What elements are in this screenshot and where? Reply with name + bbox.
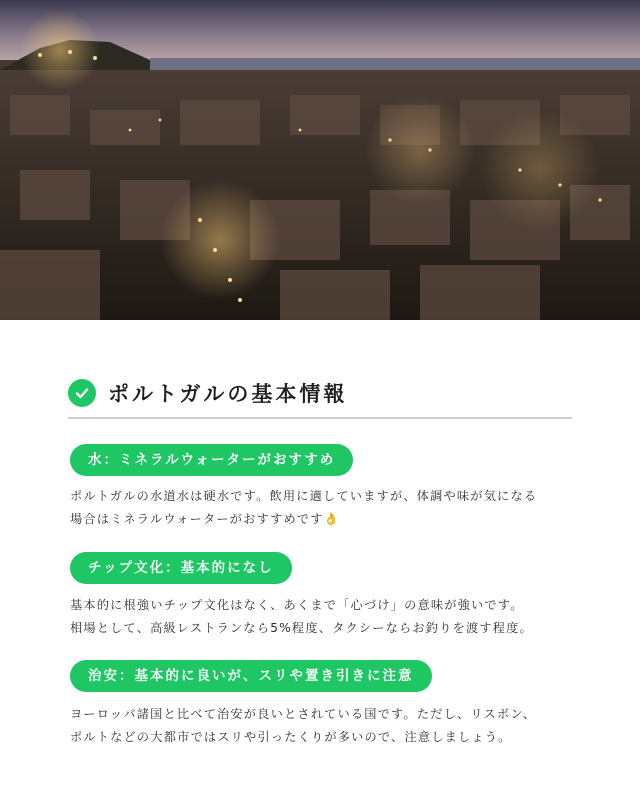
body-line: 基本的に根強いチップ文化はなく、あくまで「心づけ」の意味が強いです。 xyxy=(70,598,524,612)
item-body-safety xyxy=(70,703,580,749)
item-heading-safety: 治安：基本的に良いが、スリや置き引きに注意 xyxy=(70,660,432,692)
section-header xyxy=(68,378,347,408)
divider xyxy=(68,417,572,419)
body-line: ヨーロッパ諸国と比べて治安が良いとされている国です。ただし、リスボン、 xyxy=(70,707,537,721)
check-circle-icon xyxy=(68,379,96,407)
city-skyline-illustration xyxy=(0,0,640,320)
item-heading-water: 水：ミネラルウォーターがおすすめ xyxy=(70,444,353,476)
body-line: 場合はミネラルウォーターがおすすめです👌 xyxy=(70,512,341,526)
item-body-tip xyxy=(70,594,580,640)
item-body-water xyxy=(70,485,580,531)
section-title: ポルトガルの基本情報 xyxy=(108,382,348,406)
body-line: ポルトなどの大都市ではスリや引ったくりが多いので、注意しましょう。 xyxy=(70,730,512,744)
body-line: 相場として、高級レストランなら5%程度、タクシーならお釣りを渡す程度。 xyxy=(70,621,533,635)
item-heading-tip: チップ文化：基本的になし xyxy=(70,552,292,584)
body-line: ポルトガルの水道水は硬水です。飲用に適していますが、体調や味が気になる xyxy=(70,489,538,503)
city-night-photo xyxy=(0,0,640,320)
